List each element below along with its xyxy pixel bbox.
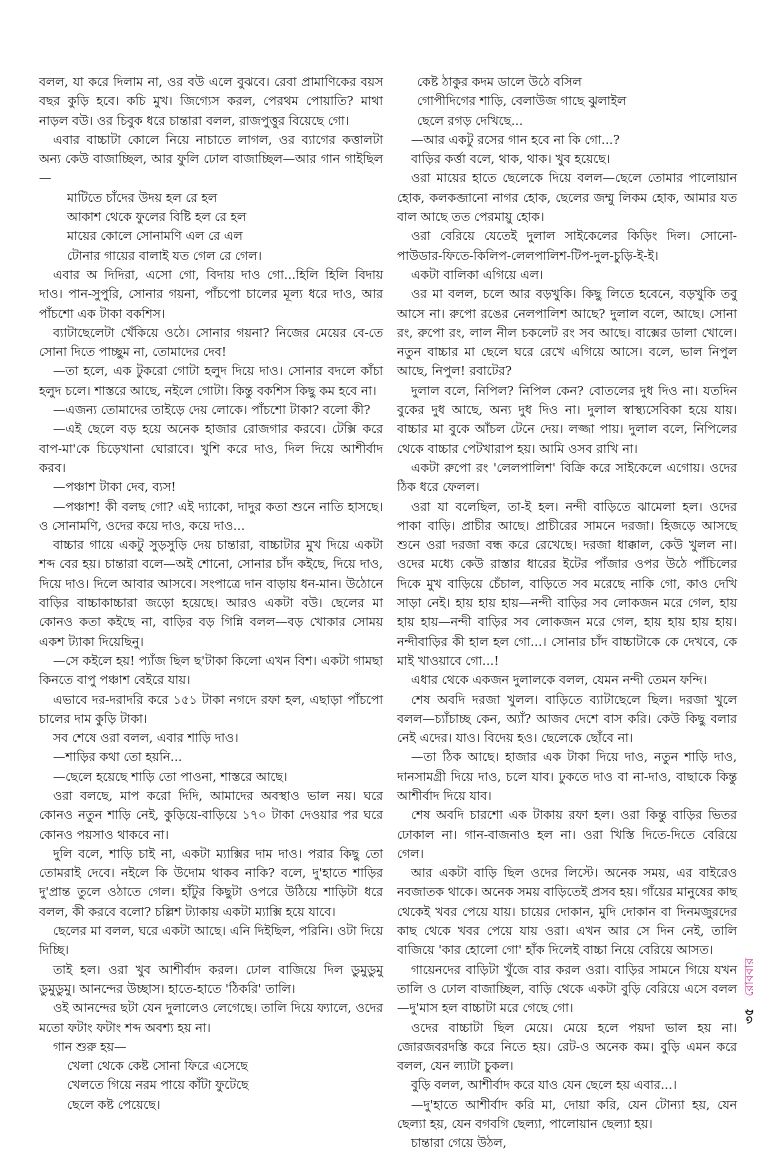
- paragraph: সব শেষে ওরা বলল, এবার শাড়ি দাও।: [53, 730, 239, 746]
- paragraph: এবার অ দিদিরা, এসো গো, বিদায় দাও গো...হিলি হিলি বিদায় দাও। পান-সুপুরি, সোনার গয়না, পাঁচপো চালের মূল্য ধরে দাও, আর পাঁচশো এক টাকা বকশিস।: [39, 266, 383, 321]
- paragraph: বাচ্চার গায়ে একটু সুড়সুড়ি দেয় চান্তারা, বাচ্চাটার মুখ দিয়ে একটা শব্দ বের হয়। চান্তারা বলে—অই শোনো, সোনার চাঁদ কইছে, দিয়ে দাও, দিয়ে দাও। দিলে আবার আসবে। সংপাত্রে দান বাড়ায় ধন-মান। উঠোনে বাড়ির বাচ্চাকাচ্চারা জড়ো হয়েছে। আরও একটা বউ। ছেলের মা কোনও কতা কইছে না, বাড়ির বড় গিন্নি বলল—বড় খোকার সোময় একশ ট্যাকা দিয়েছিনু।: [39, 537, 383, 649]
- paragraph: —এজন্য তোমাদের তাইড়ে দেয় লোকে। পাঁচশো টাকা? বলো কী?: [53, 402, 371, 418]
- verse-line: খেলতে গিয়ে নরম পায়ে কাঁটা ফুটেছে: [67, 1077, 249, 1093]
- verse-line: আকাশ থেকে ফুলের বিষ্টি হল রে হল: [67, 209, 247, 225]
- paragraph: —পঞ্চাশ! কী বলছ গো? এই দ্যাকো, দাদুর কতা শুনে নাতি হাসছে। ও সোনামণি, ওদের কয়ে দাও, কয়ে দাও...: [39, 498, 383, 533]
- paragraph: এভাবে দর-দরাদরি করে ১৫১ টাকা নগদে রফা হল, এছাড়া পাঁচপো চালের দাম কুড়ি টাকা।: [39, 691, 383, 726]
- right-text-column: [397, 72, 737, 1153]
- magazine-name: রোববার: [742, 958, 756, 997]
- paragraph: এধার থেকে একজন দুলালকে বলল, যেমন নন্দী তেমন ফন্দি।: [411, 672, 707, 688]
- paragraph: —দু'হাতে আশীর্বাদ করি মা, দোয়া করি, যেন টোন্যা হয়, যেন ছেল্যা হয়, যেন বগবগি ছেল্যা, পালোয়ান ছেল্যা হয়।: [397, 1096, 737, 1132]
- left-text-column: [39, 72, 383, 1114]
- paragraph: ব্যাটাছেলেটা খেঁকিয়ে ওঠে। সোনার গয়না? নিজের মেয়ের বে-তে সোনা দিতে পাচ্ছুম না, তোমাদের দেব!: [39, 324, 383, 360]
- paragraph: ওদের বাচ্চাটা ছিল মেয়ে। মেয়ে হলে পয়দা ভাল হয় না। জোরজবরদস্তি করে নিতে হয়। রেট-ও অনেক কম। বুড়ি এমন করে বলল, যেন ল্যাটা চুকল।: [397, 1019, 737, 1074]
- paragraph: শেষ অবদি চারশো এক টাকায় রফা হল। ওরা কিন্তু বাড়ির ভিতর ঢোকাল না। গান-বাজনাও হল না। ওরা খিস্তি দিতে-দিতে বেরিয়ে গেল।: [397, 807, 737, 861]
- paragraph: ওরা বেরিয়ে যেতেই দুলাল সাইকেলের কিড়িং দিল। সোনো-পাউডার-ফিতে-কিলিপ-লেলপালিশ-টিপ-দুল-চুড়ি-ই-ই।: [397, 228, 737, 263]
- verse-line: টোনার গায়ের বালাই যত গেল রে গেল।: [67, 247, 262, 263]
- paragraph: বুড়ি বলল, আশীর্বাদ করে যাও যেন ছেলে হয় এবার...।: [411, 1077, 677, 1093]
- paragraph: শেষ অবদি দরজা খুলল। বাড়িতে ব্যাটাছেলে ছিল। দরজা খুলে বলল—চ্যাঁচাচ্ছ কেন, অ্যাঁ? আজব দেশে বাস করি। কেউ কিছু বলার নেই এদের। যাও। বিদেয় হও। ছেলেকে ছোঁবে না।: [397, 691, 737, 746]
- paragraph: ওরা মায়ের হাতে ছেলেকে দিয়ে বলল—ছেলে তোমার পালোয়ান হোক, কলকব্জানো নাগর হোক, ছেলের জম্মু লিকম হোক, আমার যত বাল আছে তত পেরমায়ু হোক।: [397, 170, 737, 225]
- paragraph: একটা বালিকা এগিয়ে এল।: [411, 266, 544, 282]
- verse-line: গোপীদিগের শাড়ি, বেলাউজ গাছে ঝুলাইল: [417, 93, 627, 109]
- verse-line: কেষ্ট ঠাকুর কদম ডালে উঠে বসিল: [417, 74, 582, 89]
- paragraph: —সে কইলে হয়! প্যাঁজ ছিল ছ'টাকা কিলো এখন বিশ। একটা গামছা কিনতে বাপু পঞ্চাশ বেইরে যায়।: [39, 652, 383, 688]
- paragraph: ওরা বলছে, মাপ করো দিদি, আমাদের অবস্থাও ভাল নয়। ঘরে কোনও নতুন শাড়ি নেই, কুড়িয়ে-বাড়িয়ে ১৭০ টাকা দেওয়ার পর ঘরে কোনও পয়সাও থাকবে না।: [39, 787, 383, 842]
- verse-line: মাটিতে চাঁদের উদয় হল রে হল: [67, 189, 218, 205]
- page-footer-vertical: [741, 958, 759, 1128]
- page-number: ৩৫: [742, 1008, 756, 1024]
- paragraph: —তা হলে, এক টুকরো গোটা হলুদ দিয়ে দাও। সোনার বদলে কাঁচা হলুদ চলে। শাস্তরে আছে, নইলে গোটা। কিন্তু বকশিস কিছু কম হবে না।: [39, 363, 383, 398]
- paragraph: চান্তারা গেয়ে উঠল,: [411, 1135, 507, 1151]
- verse-line: খেলা থেকে কেষ্ট সোনা ফিরে এসেছে: [67, 1058, 248, 1074]
- paragraph: গান শুরু হয়—: [53, 1038, 127, 1054]
- verse-line: ছেলে কষ্ট পেয়েছে।: [67, 1096, 161, 1112]
- paragraph: দুলাল বলে, নিপিল? নিপিল কেন? বোতলের দুধ দিও না। যতদিন বুকের দুধ আছে, অন্য দুধ দিও না। দুলাল স্বাস্থ্যসেবিকা হয়ে যায়। বাচ্চার মা বুকে আঁচল টেনে দেয়। লজ্জা পায়। দুলাল বলে, নিপিলের থেকে বাচ্চার পেটখারাপ হয়। আমি ওসব রাখি না।: [397, 382, 737, 456]
- paragraph: এবার বাচ্চাটা কোলে নিয়ে নাচাতে লাগল, ওর ব্যাগের কত্তালটা অন্য কেউ বাজাচ্ছিল, আর ফুলি ঢোল বাজাচ্ছিল—আর গান গাইছিল—: [39, 131, 383, 186]
- paragraph: —এই ছেলে বড় হয়ে অনেক হাজার রোজগার করবে। টেক্সি করে বাপ-মা'কে চিড়েখানা ঘোরাবে। খুশি করে দাও, দিল দিয়ে আশীর্বাদ করব।: [39, 421, 383, 475]
- paragraph: একটা রুপো রং 'লেলপালিশ' বিক্রি করে সাইকেলে এগোয়। ওদের ঠিক ধরে ফেলল।: [397, 459, 737, 495]
- paragraph: ওরা যা বলেছিল, তা-ই হল। নন্দী বাড়িতে ঝামেলা হল। ওদের পাকা বাড়ি। প্রাচীর আছে। প্রাচীরের সামনে দরজা। হিজড়ে আসছে শুনে ওরা দরজা বন্ধ করে রেখেছে। দরজা ধাক্কাল, কেউ খুলল না। ওদের মধ্যে কেউ রাস্তার ধারের ইটের পাঁজার ওপর উঠে পাঁচিলের দিকে মুখ বাড়িয়ে চেঁচাল, বাড়িতে সব মরেছে নাকি গো, কাও দেখি সাড়া নেই। হায় হায় হায়—নন্দী বাড়ির সব লোকজন মরে গেল, হায় হায় হায়—নন্দী বাড়ির সব লোকজন মরে গেল, হায় হায় হায় হায়। নন্দীবাড়ির কী হাল হল গো...। সোনার চাঁদ বাচ্চাটাকে কে দেখবে, কে মাই খাওয়াবে গো...!: [397, 498, 737, 668]
- paragraph: তাই হল। ওরা খুব আশীর্বাদ করল। ঢোল বাজিয়ে দিল ডুমুডুমু ডুমুডুমু। আনন্দের উচ্ছাস। হাতে-হাতে 'ঠিকরি' তালি।: [39, 961, 383, 996]
- paragraph: —শাড়ির কথা তো হয়নি...: [53, 749, 183, 765]
- paragraph: গায়েনদের বাড়িটা খুঁজে বার করল ওরা। বাড়ির সামনে গিয়ে যখন তালি ও ঢোল বাজাচ্ছিল, বাড়ি থেকে একটা বুড়ি বেরিয়ে এসে বলল—দু'মাস হল বাচ্চাটা মরে গেছে গো।: [397, 961, 737, 1016]
- paragraph: —পঞ্চাশ টাকা দেব, ব্যস!: [53, 479, 177, 495]
- paragraph: ওর মা বলল, চলে আর বড়খুকি। কিছু লিতে হবেনে, বড়খুকি তবু আসে না। রুপো রঙের নেলপালিশ আছে? দুলাল বলে, আছে। সোনা রং, রুপো রং, লাল নীল চকলেট রং সব আছে। বাক্সের ডালা খোলে। নতুন বাচ্চার মা ছেলে ঘরে রেখে এগিয়ে আসে। বলে, ভাল নিপুল আছে, নিপুল! রবাটের?: [397, 286, 737, 379]
- paragraph: বাড়ির কর্ত্তা বলে, থাক, থাক। খুব হয়েছে।: [411, 151, 611, 167]
- paragraph: —আর একটু রসের গান হবে না কি গো...?: [411, 131, 620, 147]
- paragraph: বলল, যা করে দিলাম না, ওর বউ এলে বুঝবে। রেবা প্রামাণিকের বয়স বছর কুড়ি হবে। কচি মুখ। জিগ্যেস করল, পেরথম পোয়াতি? মাথা নাড়ল বউ। ওর চিবুক ধরে চান্তারা বলল, রাজপুত্তুর বিয়েছে গো।: [39, 74, 383, 128]
- paragraph: ওই আনন্দের ছটা যেন দুলালেও লেগেছে। তালি দিয়ে ফ্যালে, ওদের মতো ফটাং ফটাং শব্দ অবশ্য হয় না।: [39, 1000, 383, 1035]
- verse-line: ছেলে রগড় দেখিছে...: [417, 112, 523, 128]
- paragraph: আর একটা বাড়ি ছিল ওদের লিস্টে। অনেক সময়, এর বাইরেও নবজাতক থাকে। অনেক সময় বাড়িতেই প্রসব হয়। গাঁয়ের মানুষের কাছ থেকেই খবর পেয়ে যায়। চায়ের দোকান, মুদি দোকান বা দিনমজুরদের কাছ থেকে খবর পেয়ে যায় ওরা। এখন আর সে দিন নেই, তালি বাজিয়ে 'কার হোলো গো' হাঁক দিলেই বাচ্চা নিয়ে বেরিয়ে আসত।: [397, 865, 737, 958]
- paragraph: —ছেলে হয়েছে শাড়ি তো পাওনা, শাস্তরে আছে।: [53, 768, 288, 784]
- paragraph: দুলি বলে, শাড়ি চাই না, একটা ম্যাক্সির দাম দাও। পরার কিছু তো তোমরাই দেবে। নইলে কি উদোম থাকব নাকি? বলে, দু'হাতে শাড়ির দু'প্রান্ত তুলে ওঠাতে গেল। হাঁটুর কিছুটা ওপরে উঠিয়ে শাড়িটা ধরে বলল, কী করবে বলো? চল্লিশ ট্যাকায় একটা ম্যাক্সি হয়ে যাবে।: [39, 845, 383, 919]
- paragraph: —তা ঠিক আছে। হাজার এক টাকা দিয়ে দাও, নতুন শাড়ি দাও, দানসামগ্রী দিয়ে দাও, চলে যাব। ঢুকতে দাও বা না-দাও, বাছাকে কিন্তু আশীর্বাদ দিয়ে যাব।: [397, 749, 737, 803]
- verse-line: মায়ের কোলে সোনামণি এল রে এল: [67, 228, 243, 244]
- paragraph: ছেলের মা বলল, ঘরে একটা আছে। এনি দিইছিল, পরিনি। ওটা দিয়ে দিচ্ছি।: [39, 923, 383, 958]
